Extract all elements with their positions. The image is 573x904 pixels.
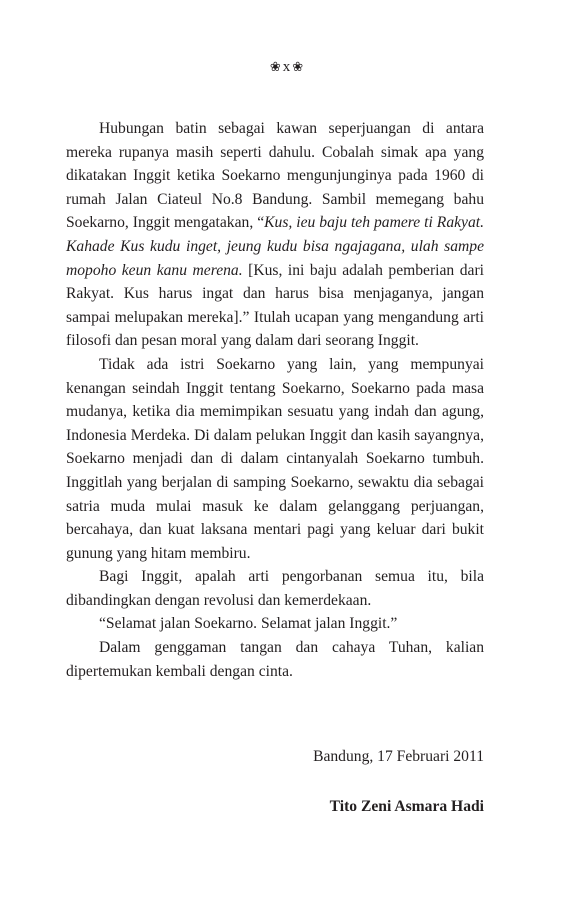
page-number: x	[282, 59, 291, 75]
sundanese-quote: Kus, ieu baju teh pamere ti Rakyat. Kahade Kus kudu inget, jeung kudu bisa ngajagana, ulah sampe mopoho keun kanu merena.	[66, 214, 484, 279]
paragraph-3: Bagi Inggit, apalah arti pengorbanan semua itu, bila dibandingkan dengan revolusi dan kemerdekaan.	[66, 568, 484, 609]
page-number-header	[0, 57, 573, 77]
right-ornament-icon: ❀	[292, 59, 304, 74]
paragraph-5: Dalam genggaman tangan dan cahaya Tuhan, kalian dipertemukan kembali dengan cinta.	[66, 639, 484, 680]
paragraph-1-translation: [Kus, ini baju adalah pemberian dari Rakyat. Kus harus ingat dan harus bisa menjaganya, jangan sampai melupakan mereka].” Itulah ucapan yang mengandung arti filosofi dan pesan moral yang dalam dari seorang Inggit.	[66, 261, 484, 350]
paragraph-2: Tidak ada istri Soekarno yang lain, yang mempunyai kenangan seindah Inggit tentang Soekarno, Soekarno pada masa mudanya, ketika dia memimpikan sesuatu yang indah dan agung, Indonesia Merdeka. Di dalam pelukan Inggit dan kasih sayangnya, Soekarno menjadi dan di dalam cintanyalah Soekarno tumbuh. Inggitlah yang berjalan di samping Soekarno, sewaktu dia sebagai satria muda mulai masuk ke dalam gelanggang perjuangan, bercahaya, dan kuat laksana mentari pagi yang keluar dari bukit gunung yang hitam membiru.	[66, 355, 484, 562]
place-date: Bandung, 17 Februari 2011	[313, 748, 484, 765]
paragraph-4: “Selamat jalan Soekarno. Selamat jalan Inggit.”	[99, 615, 398, 633]
body-text	[66, 117, 484, 683]
author-name: Tito Zeni Asmara Hadi	[329, 798, 484, 815]
left-ornament-icon: ❀	[269, 59, 281, 74]
paragraph-1-text: Hubungan batin sebagai kawan seperjuangan di antara mereka rupanya masih seperti dahulu. Cobalah simak apa yang dikatakan Inggit ketika Soekarno mengunjunginya pada 1960 di rumah Jalan Ciateul No.8 Bandung. Sambil memegang bahu Soekarno, Inggit mengatakan, “	[66, 120, 484, 232]
paragraph-1	[66, 117, 484, 353]
